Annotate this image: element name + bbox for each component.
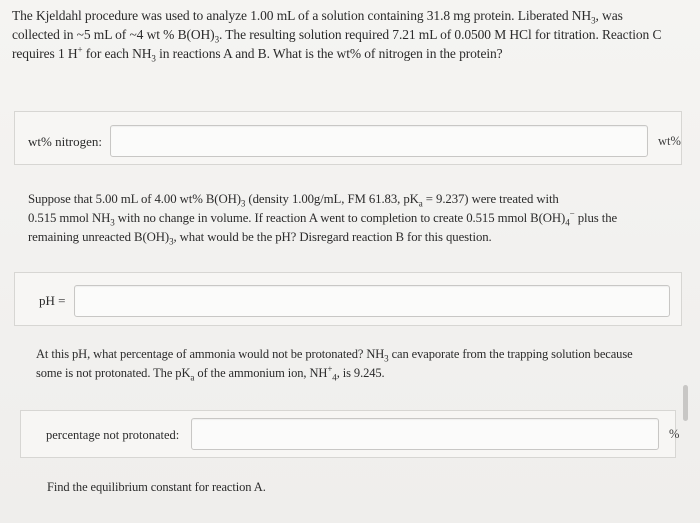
ph-question-line-1: Suppose that 5.00 mL of 4.00 wt% $B(OH)_3$ (density 1.00g/mL, FM 61.83, $pK_a = 9.237$) were treated with xyxy=(28,192,559,209)
problem-line-3: requires 1 H+ for each $NH_3$ in reactions A and B. What is the wt% of nitrogen in the protein? xyxy=(12,44,503,64)
wt-input[interactable] xyxy=(110,125,648,157)
percentage-unit: % xyxy=(669,427,680,441)
ph-label: pH = xyxy=(39,293,66,308)
percentage-answer-panel xyxy=(20,410,680,458)
wt-answer-panel xyxy=(14,111,682,165)
scrollbar[interactable] xyxy=(683,385,688,421)
ammonia-question-text xyxy=(36,345,686,383)
wt-unit: wt% xyxy=(658,134,681,148)
ph-question-text xyxy=(28,190,678,247)
problem-text xyxy=(12,6,692,63)
percentage-input[interactable] xyxy=(191,418,659,450)
ph-question-line-3: remaining unreacted $B(OH)_3$, what would be the pH? Disregard reaction B for this question. xyxy=(28,230,492,247)
ammonia-question-line-2: some is not protonated. The $pK_a$ of the ammonium ion, $NH^+_4$, is 9.245. xyxy=(36,363,385,383)
problem-line-2: collected in ~5 mL of ~4 wt % $B(OH)_3$. The resulting solution required 7.21 mL of 0.0500 M HCl for titration. Reaction C xyxy=(12,27,662,45)
equilibrium-text: Find the equilibrium constant for reaction A. xyxy=(47,480,266,494)
percentage-label: percentage not protonated: xyxy=(46,428,180,442)
problem-line-1: The Kjeldahl procedure was used to analyze 1.00 mL of a solution containing 31.8 mg protein. Liberated $NH_3$, was xyxy=(12,8,623,26)
ammonia-question-line-1: At this pH, what percentage of ammonia would not be protonated? $NH_3$ can evaporate from the trapping solution because xyxy=(36,347,633,364)
ph-answer-panel xyxy=(14,272,682,326)
wt-label: wt% nitrogen: xyxy=(28,134,103,149)
ph-question-line-2: 0.515 mmol $NH_3$ with no change in volume. If reaction A went to completion to create 0.515 mmol $B(OH)_4^-$ plus the xyxy=(28,208,618,228)
ph-input[interactable] xyxy=(74,285,670,317)
